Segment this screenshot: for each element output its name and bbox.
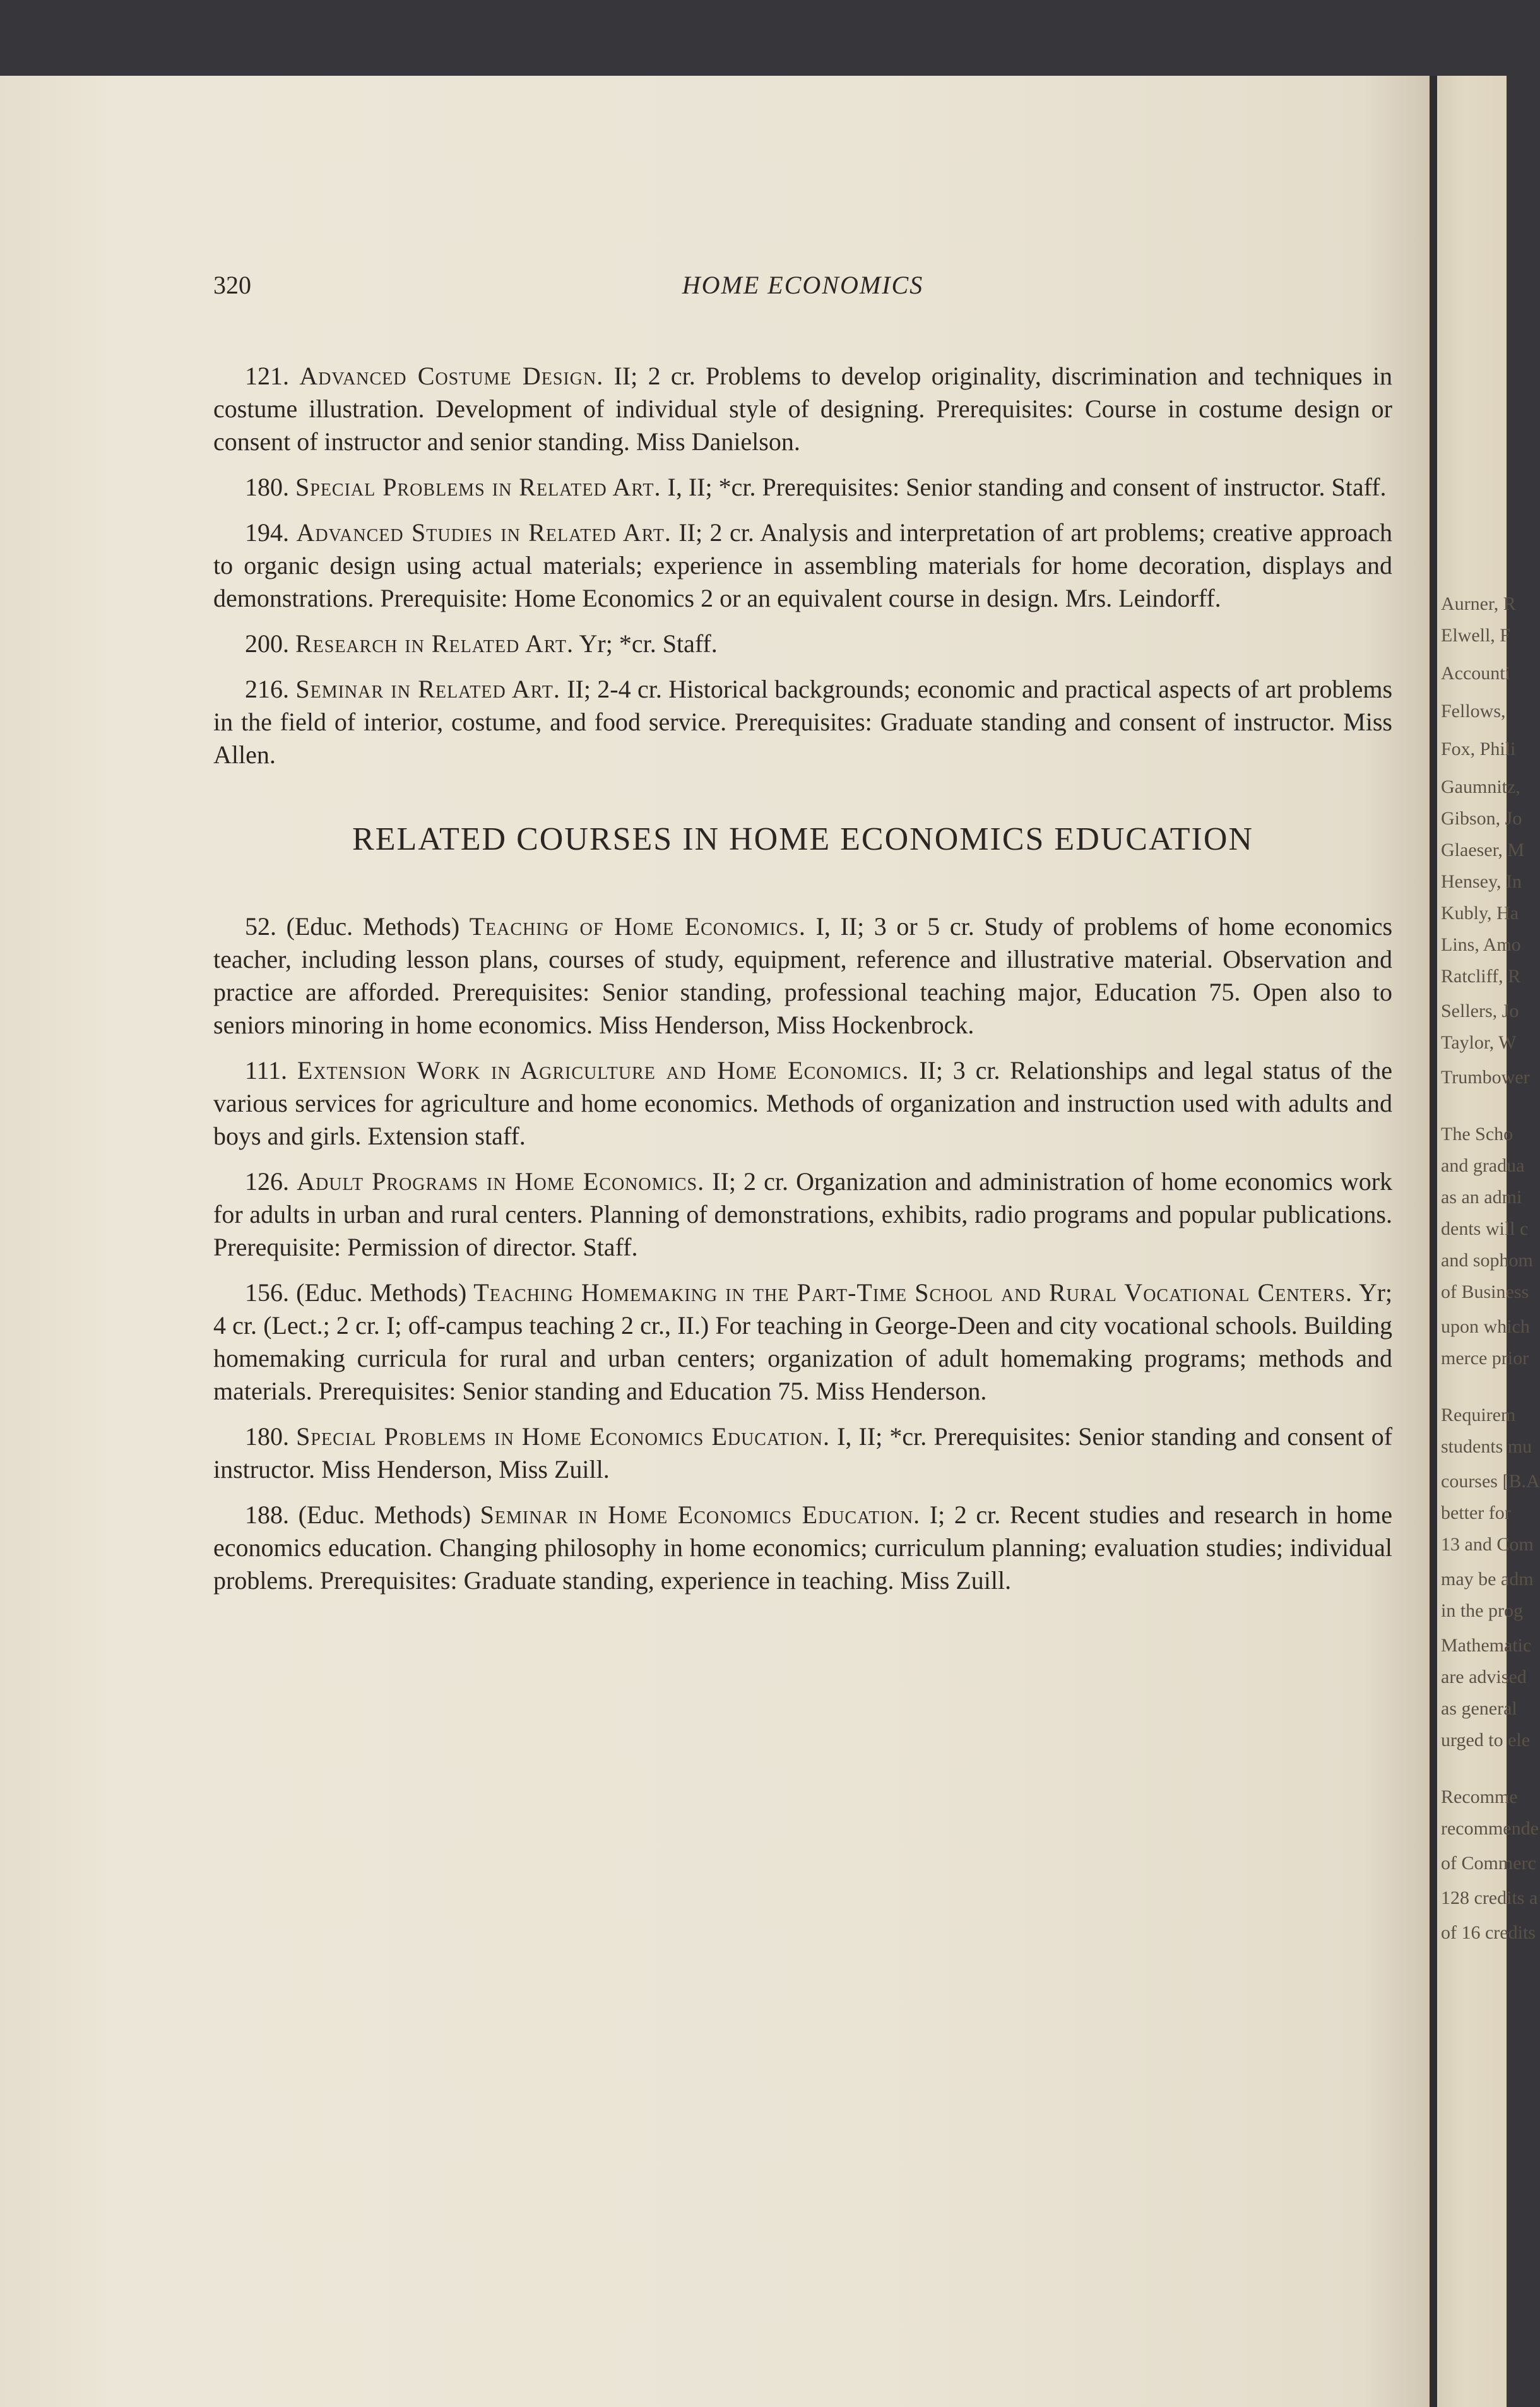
adjacent-page-text: Requirem — [1441, 1405, 1516, 1425]
section-heading: RELATED COURSES IN HOME ECONOMICS EDUCATION — [352, 821, 1253, 857]
course-entry — [213, 1420, 1392, 1486]
adjacent-page-strip — [1437, 76, 1540, 2407]
adjacent-page-text: are advised — [1441, 1667, 1527, 1687]
course-entry — [213, 673, 1392, 771]
adjacent-page-text: Trumbower — [1441, 1067, 1530, 1088]
adjacent-page-text: Kubly, Ha — [1441, 903, 1519, 924]
course-title: Advanced Studies in Related Art. — [296, 518, 672, 547]
adjacent-page-text: Taylor, W — [1441, 1032, 1517, 1053]
course-description: II; 3 cr. Relationships and legal status of the various services for agriculture and home economics. Methods of organization and instruction used with adults and boys and girls. Extension staff. — [213, 1056, 1392, 1150]
adjacent-page-text: Fox, Phili — [1441, 739, 1516, 759]
course-entry — [213, 471, 1392, 504]
education-course-list — [213, 910, 1392, 1597]
course-number: 121. — [245, 362, 289, 390]
adjacent-page-text: Fellows, — [1441, 701, 1506, 722]
course-entry — [213, 360, 1392, 458]
course-number: 200. — [245, 629, 289, 658]
adjacent-page-text: Glaeser, M — [1441, 840, 1525, 860]
course-title: Seminar in Related Art. — [295, 675, 560, 703]
course-description: I, II; 3 or 5 cr. Study of problems of home economics teacher, including lesson plans, courses of study, equipment, reference and illustrative material. Observation and practice are afforded. Prerequisites: Senior standing, professional teaching major, Education 75. Open also to seniors minoring in home economics. Miss Henderson, Miss Hockenbrock. — [213, 912, 1393, 1039]
course-title: Adult Programs in Home Economics. — [297, 1167, 705, 1196]
course-title: Teaching of Home Economics. — [469, 912, 806, 941]
course-number: 111. — [245, 1056, 288, 1085]
adjacent-page-text: recommende — [1441, 1818, 1539, 1839]
course-entry — [213, 1276, 1392, 1408]
course-number: 180. — [245, 1422, 289, 1451]
adjacent-page-text: and sophom — [1441, 1250, 1533, 1271]
adjacent-page-text: better for — [1441, 1502, 1511, 1523]
adjacent-page-text: Elwell, F — [1441, 625, 1510, 646]
course-number: 180. — [245, 473, 289, 501]
course-entry — [213, 1165, 1392, 1264]
adjacent-page-text: as general — [1441, 1698, 1517, 1719]
adjacent-page-text: Mathematic — [1441, 1635, 1532, 1656]
course-number: 126. — [245, 1167, 289, 1196]
course-title: Seminar in Home Economics Education. — [480, 1501, 921, 1529]
course-title: Advanced Costume Design. — [299, 362, 604, 390]
course-description: Yr; 4 cr. (Lect.; 2 cr. I; off-campus teaching 2 cr., II.) For teaching in George-Deen and city vocational schools. Building homemaking curricula for rural and urban centers; organization of adult homemaking programs; methods and materials. Prerequisites: Senior standing and Education 75. Miss Henderson. — [213, 1278, 1393, 1405]
course-title: Special Problems in Related Art. — [295, 473, 661, 501]
adjacent-page-text: students mu — [1441, 1436, 1532, 1457]
adjacent-page-text: courses [B.A — [1441, 1471, 1540, 1492]
adjacent-page-text: Ratcliff, R — [1441, 966, 1521, 987]
adjacent-page-text: Aurner, R — [1441, 593, 1516, 614]
page-number: 320 — [213, 271, 251, 299]
adjacent-page-text: of Business — [1441, 1281, 1529, 1302]
course-title: Extension Work in Agriculture and Home Economics. — [297, 1056, 909, 1085]
course-number: 216. — [245, 675, 289, 703]
adjacent-page-text: Lins, Amo — [1441, 934, 1521, 955]
page-gutter — [1430, 76, 1437, 2407]
adjacent-page-text: urged to ele — [1441, 1730, 1531, 1750]
course-description: II; 2 cr. Problems to develop originality, discrimination and techniques in costume illustration. Development of individual style of designing. Prerequisites: Course in costume design or consent of instructor and senior standing. Miss Danielson. — [213, 362, 1393, 456]
adjacent-page-text: of Commerc — [1441, 1853, 1536, 1874]
course-description: I, II; *cr. Prerequisites: Senior standing and consent of instructor. Miss Henderson, Miss Zuill. — [213, 1422, 1393, 1483]
adjacent-page-text: Hensey, In — [1441, 871, 1522, 892]
course-entry — [213, 910, 1392, 1042]
adjacent-page-text: Recomme — [1441, 1786, 1518, 1807]
page-header — [213, 270, 1392, 306]
course-description: I, II; *cr. Prerequisites: Senior standing and consent of instructor. Staff. — [667, 473, 1387, 501]
course-description: Yr; *cr. Staff. — [579, 629, 718, 658]
course-title: Special Problems in Home Economics Education. — [296, 1422, 830, 1451]
related-art-course-list — [213, 360, 1392, 771]
course-number: 194. — [245, 518, 289, 547]
adjacent-page-text: of 16 credits — [1441, 1922, 1536, 1943]
adjacent-page-text: and gradua — [1441, 1155, 1525, 1176]
adjacent-page-text: Accounti — [1441, 663, 1510, 684]
course-number: 156. — [245, 1278, 289, 1307]
adjacent-page-text: The Scho — [1441, 1124, 1513, 1144]
adjacent-page-text: merce prior — [1441, 1348, 1529, 1369]
adjacent-page-text: as an admi — [1441, 1187, 1522, 1208]
adjacent-page-text: 13 and Com — [1441, 1534, 1534, 1555]
course-entry — [213, 1054, 1392, 1153]
course-number: 52. — [245, 912, 276, 941]
course-entry — [213, 627, 1392, 660]
running-title: HOME ECONOMICS — [682, 271, 924, 299]
course-prefix: (Educ. Methods) — [286, 912, 460, 941]
course-description: II; 2-4 cr. Historical backgrounds; economic and practical aspects of art problems in the field of interior, costume, and food service. Prerequisites: Graduate standing and consent of instructor. Miss Allen. — [213, 675, 1393, 769]
page-content — [213, 360, 1392, 1610]
course-entry — [213, 516, 1392, 615]
adjacent-page-text: 128 credits a — [1441, 1887, 1538, 1908]
course-title: Research in Related Art. — [295, 629, 574, 658]
course-prefix: (Educ. Methods) — [296, 1278, 467, 1307]
course-prefix: (Educ. Methods) — [298, 1501, 471, 1529]
course-description: I; 2 cr. Recent studies and research in home economics education. Changing philosophy in home economics; curriculum planning; evaluation studies; individual problems. Prerequisites: Graduate standing, experience in teaching. Miss Zuill. — [213, 1501, 1393, 1595]
course-title: Teaching Homemaking in the Part-Time School and Rural Vocational Centers. — [473, 1278, 1353, 1307]
adjacent-page-text: Gibson, Jo — [1441, 808, 1522, 829]
course-description: II; 2 cr. Organization and administration of home economics work for adults in urban and rural centers. Planning of demonstrations, exhibits, radio programs and popular publications. Prerequisite: Permission of director. Staff. — [213, 1167, 1393, 1261]
adjacent-page-text: Gaumnitz, — [1441, 776, 1520, 797]
course-description: II; 2 cr. Analysis and interpretation of art problems; creative approach to organic design using actual materials; experience in assembling materials for home decoration, displays and demonstrations. Prerequisite: Home Economics 2 or an equivalent course in design. Mrs. Leindorff. — [213, 518, 1392, 612]
adjacent-page-text: Sellers, Jo — [1441, 1001, 1519, 1021]
course-number: 188. — [245, 1501, 289, 1529]
adjacent-page-text: in the prog — [1441, 1600, 1523, 1621]
adjacent-page-text: may be adm — [1441, 1569, 1534, 1590]
course-entry — [213, 1499, 1392, 1597]
adjacent-page-text: upon which — [1441, 1316, 1530, 1337]
adjacent-page-text: dents will c — [1441, 1218, 1529, 1239]
